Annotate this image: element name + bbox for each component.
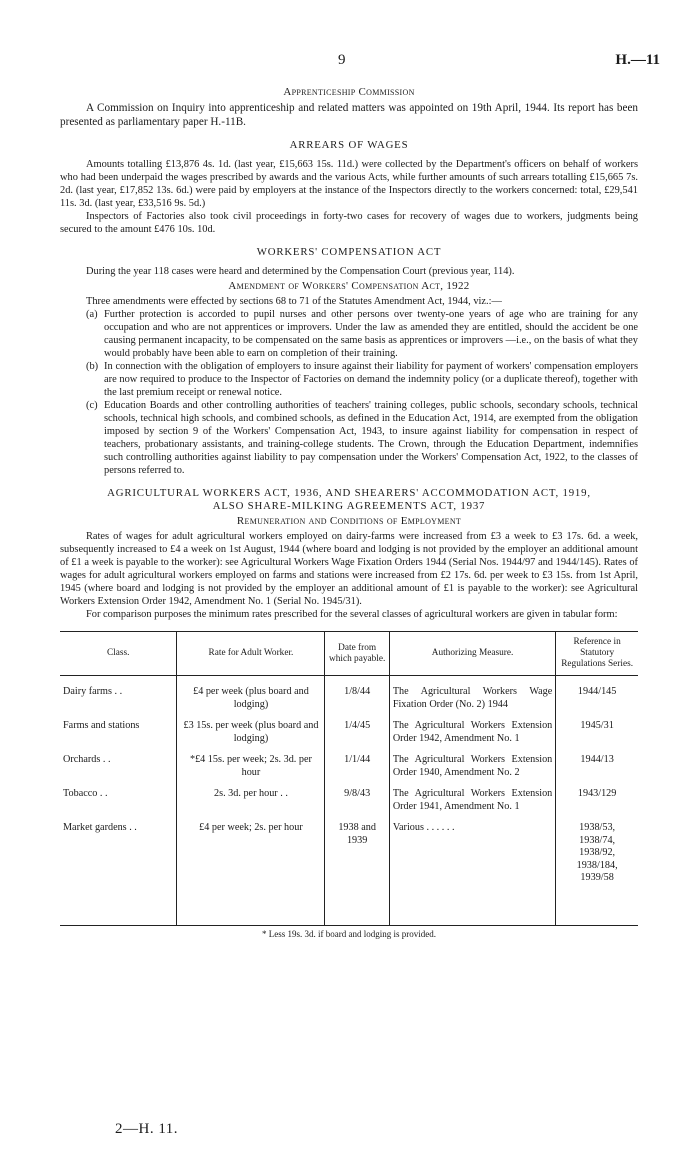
wage-rates-table-wrapper: [60, 631, 638, 926]
amendment-item-c: [86, 399, 638, 477]
table-header-row: [60, 632, 638, 676]
cell-date: 1/4/45: [325, 718, 389, 752]
cell-date: 1/1/44: [325, 752, 389, 786]
table-row: [60, 676, 638, 719]
item-label: (c): [86, 400, 98, 411]
apprenticeship-paragraph: A Commission on Inquiry into apprenticeship and related matters was appointed on 19th April, 1944. Its report has been presented as parliamentary paper H.-11B.: [60, 102, 638, 128]
header-measure: Authorizing Measure.: [389, 632, 555, 676]
agricultural-paragraph-2: For comparison purposes the minimum rates prescribed for the several classes of agricultural workers are given in tabular form:: [86, 609, 618, 620]
paper-reference: H.—11: [615, 52, 660, 68]
item-text: In connection with the obligation of employers to insure against their liability for payment of workers' compensation employers are now required to produce to the Inspector of Factories on demand the indemnity policy (or a duplicate thereof), together with the last premium receipt or renewal notice.: [104, 361, 638, 398]
reference-line: 1939/58: [580, 872, 614, 883]
reference-line: 1938/74,: [579, 834, 616, 846]
cell-class: Farms and stations: [63, 720, 140, 731]
agricultural-heading-line-1: AGRICULTURAL WORKERS ACT, 1936, AND SHEARERS' ACCOMMODATION ACT, 1919,: [107, 487, 591, 499]
header-reference: Reference in Statutory Regulations Series.: [556, 632, 638, 676]
page-content: [60, 84, 638, 941]
cell-measure: The Agricultural Workers Wage Fixation Order (No. 2) 1944: [389, 676, 555, 719]
compensation-paragraph: During the year 118 cases were heard and determined by the Compensation Court (previous year, 114).: [86, 266, 515, 277]
reference-line: 1938/92,: [579, 847, 616, 858]
arrears-paragraph-2: Inspectors of Factories also took civil proceedings in forty-two cases for recovery of wages due to workers, judgments being secured to the amount £476 10s. 10d.: [60, 211, 638, 235]
agricultural-heading-line-2: ALSO SHARE-MILKING AGREEMENTS ACT, 1937: [212, 500, 486, 512]
cell-class: Market gardens . .: [63, 822, 137, 833]
header-rate: Rate for Adult Worker.: [177, 632, 325, 676]
cell-date: 1/8/44: [325, 676, 389, 719]
cell-reference: [556, 820, 638, 925]
cell-date: 1938 and 1939: [325, 820, 389, 925]
cell-reference: 1944/145: [556, 676, 638, 719]
amendment-list: [86, 308, 638, 477]
item-text: Further protection is accorded to pupil nurses and other persons over twenty-one years of age who are training for any occupation and who are not apprentices or improvers. Under the law as amended they are entitled, should the accident be one causing permanent incapacity, to be compensated on the same basis as apprentices or improvers —i.e., on the basis of what they would probably have been able to earn on completion of their training.: [104, 309, 638, 359]
cell-rate: £4 per week (plus board and lodging): [177, 676, 325, 719]
agricultural-paragraph-1: Rates of wages for adult agricultural workers employed on dairy-farms were increased from £3 a week to £3 17s. 6d. a week, subsequently increased to £4 a week on 1st August, 1944 (where board and lodging is not provided by the employer an additional amount of £1 a week is payable to the worker): see Agricultural Workers Wage Fixation Orders 1944 (Serial Nos. 1944/97 and 1944/145). Rates of wages for adult agricultural workers employed on farms and stations were increased from £2 17s. 6d. per week to £3 15s. from 1st April, 1945 (where board and lodging is not provided by the employer an additional amount of £1 is payable to the worker): see Agricultural Workers Extension Order 1942, Amendment No. 1 (Serial No. 1945/31).: [60, 531, 638, 607]
amendment-item-b: [86, 360, 638, 399]
compensation-heading: WORKERS' COMPENSATION ACT: [256, 246, 442, 258]
cell-class: Dairy farms . .: [63, 686, 123, 697]
cell-reference: 1944/13: [556, 752, 638, 786]
cell-class: Orchards . .: [63, 754, 111, 765]
cell-rate: £3 15s. per week (plus board and lodging): [177, 718, 325, 752]
header-class: Class.: [106, 648, 130, 658]
reference-line: 1938/184,: [576, 859, 618, 871]
item-label: (b): [86, 361, 99, 372]
cell-date: 9/8/43: [325, 786, 389, 820]
arrears-paragraph-1: Amounts totalling £13,876 4s. 1d. (last year, £15,663 15s. 11d.) were collected by the Department's officers on behalf of workers who had been underpaid the wages prescribed by awards and the various Acts, while further amounts of such arrears totalling £15,665 7s. 2d. (last year, £17,852 13s. 6d.) were paid by employers at the instance of the Inspectors directly to the workers concerned: total, £29,541 11s. 3d. (last year, £33,516 9s. 5d.): [60, 159, 638, 209]
amendment-intro: Three amendments were effected by sections 68 to 71 of the Statutes Amendment Act, 1944, viz.:—: [86, 296, 502, 307]
item-label: (a): [86, 309, 98, 320]
table-row: [60, 752, 638, 786]
cell-reference: 1945/31: [556, 718, 638, 752]
cell-measure: Various . . . . . .: [389, 820, 555, 925]
amendment-subheading: Amendment of Workers' Compensation Act, 1922: [228, 280, 470, 292]
arrears-heading: ARREARS OF WAGES: [289, 139, 409, 151]
print-signature: 2—H. 11.: [115, 1121, 179, 1137]
cell-reference: 1943/129: [556, 786, 638, 820]
remuneration-subheading: Remuneration and Conditions of Employment: [236, 515, 462, 527]
table-footnote: * Less 19s. 3d. if board and lodging is provided.: [262, 928, 436, 939]
cell-measure: The Agricultural Workers Extension Order 1942, Amendment No. 1: [389, 718, 555, 752]
cell-measure: The Agricultural Workers Extension Order 1940, Amendment No. 2: [389, 752, 555, 786]
table-row: [60, 820, 638, 925]
apprenticeship-heading: Apprenticeship Commission: [283, 86, 415, 98]
amendment-item-a: [86, 308, 638, 360]
wage-rates-table: [60, 631, 638, 925]
cell-rate: 2s. 3d. per hour . .: [177, 786, 325, 820]
cell-rate: *£4 15s. per week; 2s. 3d. per hour: [177, 752, 325, 786]
header-date: Date from which payable.: [325, 632, 389, 676]
table-row: [60, 786, 638, 820]
item-text: Education Boards and other controlling authorities of teachers' training colleges, public schools, secondary schools, technical schools, technical high schools, and combined schools, as defined in the Education Act, 1914, are exempted from the obligation imposed by section 9 of the Workers' Compensation Act, 1943, to insure against liability for compensation in respect of teachers, probationary assistants, and training-college students. The Crown, through the Education Department, indemnifies such controlling authorities against liability to pay compensation under the Workers' Compensation Act, 1922, to the classes of persons referred to.: [104, 400, 638, 476]
table-row: [60, 718, 638, 752]
cell-measure: The Agricultural Workers Extension Order 1941, Amendment No. 1: [389, 786, 555, 820]
cell-rate: £4 per week; 2s. per hour: [177, 820, 325, 925]
reference-line: 1938/53,: [579, 822, 616, 833]
cell-class: Tobacco . .: [63, 788, 108, 799]
page-number: 9: [338, 52, 346, 68]
